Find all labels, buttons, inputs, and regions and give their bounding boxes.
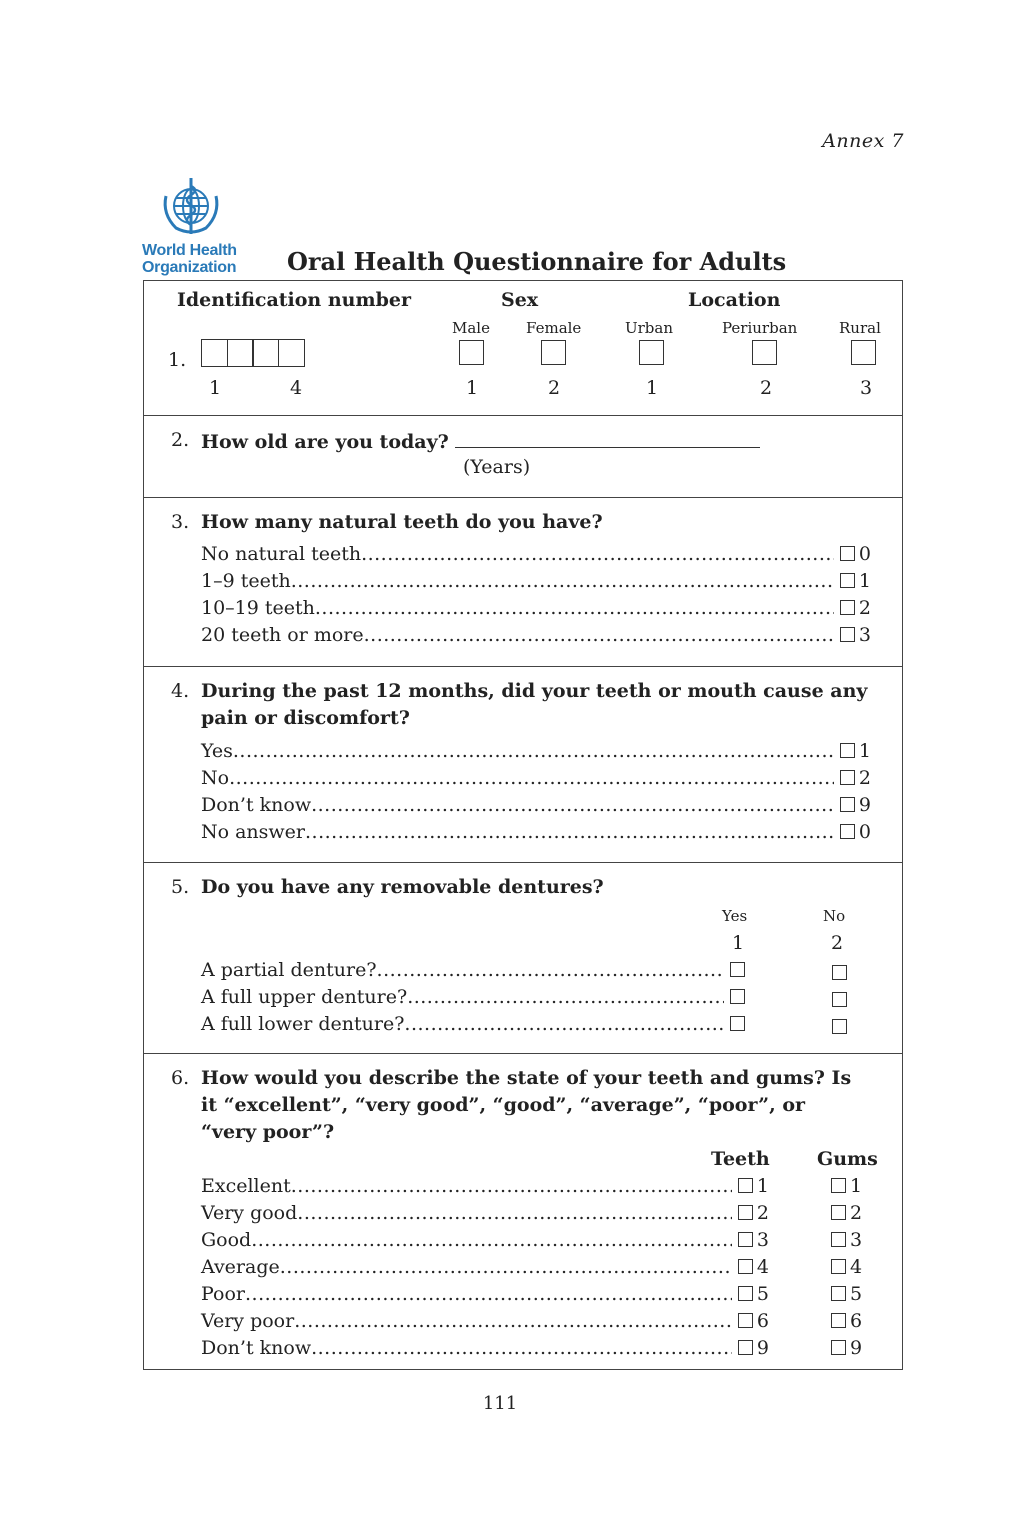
q6-option-row[interactable]	[201, 1310, 769, 1332]
q5-item-label: A full lower denture?	[201, 1013, 405, 1035]
q4-option-row[interactable]	[201, 767, 871, 789]
q2-unit: (Years)	[463, 456, 531, 478]
q2-question-text: How old are you today?	[201, 431, 449, 453]
q6-gums-header: Gums	[817, 1148, 878, 1170]
q4-option-code: 0	[858, 821, 871, 843]
q6-teeth-code: 2	[756, 1202, 769, 1224]
q6-option-row[interactable]	[201, 1256, 769, 1278]
q4-option-label: No answer	[201, 821, 306, 843]
location-rural-checkbox[interactable]	[851, 340, 876, 365]
logo-line-2: Organization	[142, 259, 237, 276]
q3-option-row[interactable]	[201, 624, 871, 646]
q3-option-code: 1	[858, 570, 871, 592]
section-identification	[144, 281, 902, 416]
q4-option-label: Don’t know	[201, 794, 312, 816]
q6-question-line-3: “very poor”?	[201, 1121, 335, 1143]
q4-option-checkbox[interactable]	[840, 770, 855, 785]
location-rural-label: Rural	[839, 319, 881, 337]
q6-option-row[interactable]	[201, 1229, 769, 1251]
sex-male-label: Male	[452, 319, 490, 337]
q4-option-row[interactable]	[201, 740, 871, 762]
q3-option-checkbox[interactable]	[840, 627, 855, 642]
q3-option-label: 20 teeth or more	[201, 624, 364, 646]
q1-number: 1.	[168, 349, 187, 371]
page-number: 111	[482, 1393, 518, 1414]
who-emblem-icon	[158, 176, 224, 238]
section-pain	[144, 666, 902, 863]
q6-teeth-code: 4	[756, 1256, 769, 1278]
id-number-boxes[interactable]	[201, 339, 303, 367]
q3-option-code: 0	[858, 543, 871, 565]
q6-gums-option[interactable]	[825, 1283, 862, 1305]
q5-yes-code: 1	[732, 932, 745, 954]
q6-teeth-checkbox[interactable]	[738, 1178, 753, 1193]
q3-number: 3.	[171, 511, 190, 533]
q3-option-row[interactable]	[201, 570, 871, 592]
q6-option-label: Very good	[201, 1202, 298, 1224]
sex-male-checkbox[interactable]	[459, 340, 484, 365]
q5-yes-checkbox[interactable]	[730, 1016, 745, 1031]
q6-teeth-code: 9	[756, 1337, 769, 1359]
id-code-start: 1	[209, 377, 222, 399]
q6-gums-code: 1	[850, 1175, 863, 1197]
q6-gums-checkbox[interactable]	[831, 1205, 846, 1220]
q6-teeth-checkbox[interactable]	[738, 1340, 753, 1355]
id-digit-box[interactable]	[278, 339, 305, 367]
q6-option-label: Don’t know	[201, 1337, 312, 1359]
section-age	[144, 415, 902, 498]
id-code-end: 4	[290, 377, 303, 399]
q6-gums-checkbox[interactable]	[831, 1340, 846, 1355]
q6-number: 6.	[171, 1067, 190, 1089]
id-header: Identification number	[177, 289, 411, 311]
q6-option-row[interactable]	[201, 1283, 769, 1305]
q5-no-label: No	[823, 907, 846, 925]
q3-option-label: 1–9 teeth	[201, 570, 291, 592]
id-digit-box[interactable]	[252, 339, 279, 367]
location-periurban-label: Periurban	[722, 319, 798, 337]
q5-no-checkbox[interactable]	[832, 1019, 847, 1034]
q5-item-label: A partial denture?	[201, 959, 377, 981]
q6-gums-code: 2	[850, 1202, 863, 1224]
sex-female-checkbox[interactable]	[541, 340, 566, 365]
q3-option-checkbox[interactable]	[840, 573, 855, 588]
q6-gums-option[interactable]	[825, 1337, 862, 1359]
q6-gums-option[interactable]	[825, 1229, 862, 1251]
section-dentures	[144, 862, 902, 1054]
q6-gums-option[interactable]	[825, 1310, 862, 1332]
q6-gums-option[interactable]	[825, 1175, 862, 1197]
q4-option-checkbox[interactable]	[840, 797, 855, 812]
q4-option-label: Yes	[201, 740, 233, 762]
sex-female-code: 2	[548, 377, 561, 399]
q5-question: Do you have any removable dentures?	[201, 876, 604, 898]
q6-gums-code: 4	[850, 1256, 863, 1278]
q5-no-checkbox[interactable]	[832, 965, 847, 980]
q3-option-code: 2	[858, 597, 871, 619]
q5-item-row[interactable]	[201, 1013, 749, 1035]
section-teeth-gums-state	[144, 1053, 902, 1369]
q5-yes-checkbox[interactable]	[730, 962, 745, 977]
q4-option-checkbox[interactable]	[840, 743, 855, 758]
q6-gums-code: 9	[850, 1337, 863, 1359]
q6-option-label: Average	[201, 1256, 280, 1278]
sex-female-label: Female	[526, 319, 582, 337]
page-title: Oral Health Questionnaire for Adults	[287, 247, 787, 276]
q6-option-row[interactable]	[201, 1202, 769, 1224]
q6-teeth-checkbox[interactable]	[738, 1205, 753, 1220]
age-answer-line[interactable]	[455, 429, 760, 448]
q6-option-label: Good	[201, 1229, 252, 1251]
q6-question-line-1: How would you describe the state of your teeth and gums? Is	[201, 1067, 852, 1089]
q3-option-checkbox[interactable]	[840, 546, 855, 561]
q6-gums-code: 6	[850, 1310, 863, 1332]
q5-no-checkbox[interactable]	[832, 992, 847, 1007]
q3-option-label: 10–19 teeth	[201, 597, 315, 619]
q6-teeth-code: 3	[756, 1229, 769, 1251]
section-natural-teeth	[144, 497, 902, 667]
q6-gums-code: 3	[850, 1229, 863, 1251]
q5-item-row[interactable]	[201, 959, 749, 981]
q6-teeth-checkbox[interactable]	[738, 1259, 753, 1274]
q4-option-label: No	[201, 767, 230, 789]
q6-teeth-checkbox[interactable]	[738, 1232, 753, 1247]
q4-option-checkbox[interactable]	[840, 824, 855, 839]
location-periurban-checkbox[interactable]	[752, 340, 777, 365]
q6-teeth-header: Teeth	[711, 1148, 770, 1170]
id-digit-box[interactable]	[201, 339, 228, 367]
q5-item-label: A full upper denture?	[201, 986, 408, 1008]
q6-gums-checkbox[interactable]	[831, 1178, 846, 1193]
q5-no-code: 2	[831, 932, 844, 954]
q4-number: 4.	[171, 680, 190, 702]
q5-number: 5.	[171, 876, 190, 898]
q6-teeth-code: 6	[756, 1310, 769, 1332]
q6-gums-code: 5	[850, 1283, 863, 1305]
q4-option-code: 9	[858, 794, 871, 816]
q6-teeth-code: 1	[756, 1175, 769, 1197]
q6-gums-checkbox[interactable]	[831, 1232, 846, 1247]
q4-question-line-2: pain or discomfort?	[201, 707, 410, 729]
id-digit-box[interactable]	[227, 339, 254, 367]
q3-option-code: 3	[858, 624, 871, 646]
q6-option-label: Very poor	[201, 1310, 295, 1332]
q6-teeth-checkbox[interactable]	[738, 1286, 753, 1301]
who-logo	[142, 176, 252, 276]
q3-option-label: No natural teeth	[201, 543, 362, 565]
q5-yes-label: Yes	[722, 907, 748, 925]
location-urban-checkbox[interactable]	[639, 340, 664, 365]
q4-option-code: 1	[858, 740, 871, 762]
location-periurban-code: 2	[760, 377, 773, 399]
location-urban-code: 1	[646, 377, 659, 399]
q6-gums-option[interactable]	[825, 1202, 862, 1224]
sex-male-code: 1	[466, 377, 479, 399]
q4-question-line-1: During the past 12 months, did your teeth or mouth cause any	[201, 680, 868, 702]
q6-option-label: Excellent	[201, 1175, 291, 1197]
annex-label: Annex 7	[822, 130, 904, 152]
q6-gums-option[interactable]	[825, 1256, 862, 1278]
questionnaire-form	[143, 280, 903, 1370]
q4-option-row[interactable]	[201, 821, 871, 843]
q6-option-row[interactable]	[201, 1337, 769, 1359]
sex-header: Sex	[501, 289, 539, 311]
q3-option-row[interactable]	[201, 597, 871, 619]
q4-option-row[interactable]	[201, 794, 871, 816]
q3-option-checkbox[interactable]	[840, 600, 855, 615]
q6-option-row[interactable]	[201, 1175, 769, 1197]
q2-question	[201, 429, 760, 453]
q3-option-row[interactable]	[201, 543, 871, 565]
location-urban-label: Urban	[625, 319, 674, 337]
q5-item-row[interactable]	[201, 986, 749, 1008]
location-header: Location	[688, 289, 781, 311]
q6-gums-checkbox[interactable]	[831, 1313, 846, 1328]
q4-option-code: 2	[858, 767, 871, 789]
q5-yes-checkbox[interactable]	[730, 989, 745, 1004]
q6-gums-checkbox[interactable]	[831, 1286, 846, 1301]
q2-number: 2.	[171, 429, 190, 451]
logo-line-1: World Health	[142, 242, 237, 259]
location-rural-code: 3	[860, 377, 873, 399]
q6-teeth-checkbox[interactable]	[738, 1313, 753, 1328]
q6-question-line-2: it “excellent”, “very good”, “good”, “average”, “poor”, or	[201, 1094, 806, 1116]
q6-gums-checkbox[interactable]	[831, 1259, 846, 1274]
q6-teeth-code: 5	[756, 1283, 769, 1305]
q3-question: How many natural teeth do you have?	[201, 511, 603, 533]
q6-option-label: Poor	[201, 1283, 245, 1305]
